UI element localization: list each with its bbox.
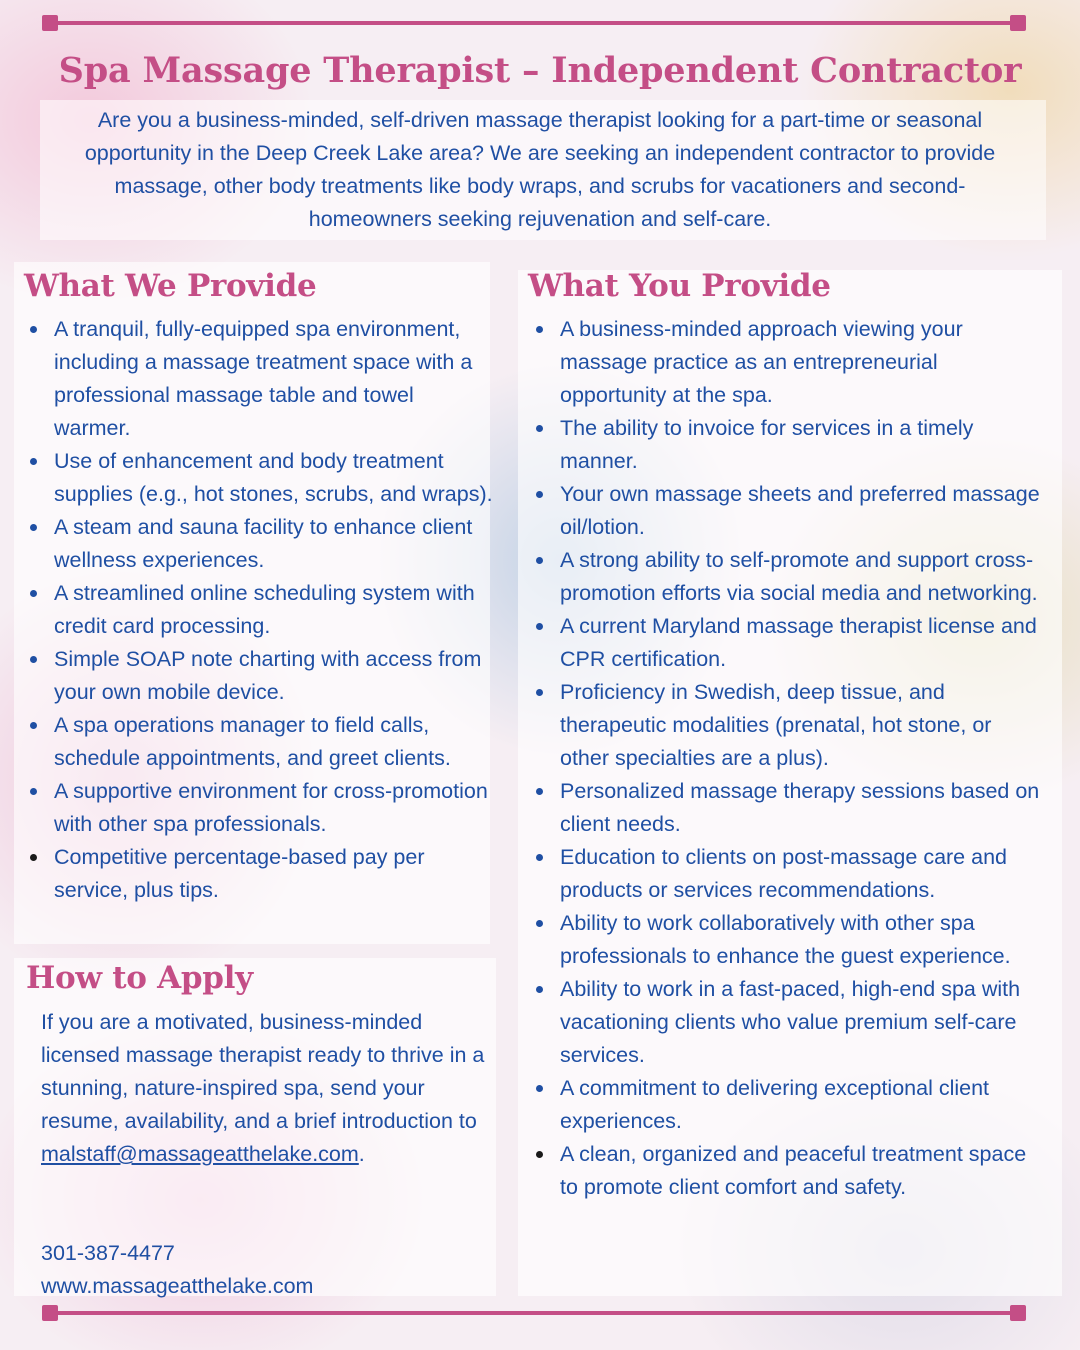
list-item: A strong ability to self-promote and support cross-promotion efforts via social media and networking. (530, 544, 1046, 610)
list-item: Simple SOAP note charting with access from your own mobile device. (24, 643, 494, 709)
list-item: Your own massage sheets and preferred massage oil/lotion. (530, 478, 1046, 544)
how-to-apply-text (41, 1006, 491, 1171)
list-item: A commitment to delivering exceptional client experiences. (530, 1072, 1046, 1138)
website-url: www.massageatthelake.com (41, 1274, 314, 1298)
what-we-provide-list (24, 313, 494, 907)
list-item: Use of enhancement and body treatment supplies (e.g., hot stones, scrubs, and wraps). (24, 445, 494, 511)
top-divider (42, 21, 1026, 25)
list-item: Personalized massage therapy sessions based on client needs. (530, 775, 1046, 841)
apply-instructions: If you are a motivated, business-minded licensed massage therapist ready to thrive in a stunning, nature-inspired spa, send your resume, availability, and a brief introduction to (41, 1010, 485, 1133)
bottom-divider (42, 1311, 1026, 1315)
list-item: Ability to work in a fast-paced, high-end spa with vacationing clients who value premium self-care services. (530, 973, 1046, 1072)
list-item: A supportive environment for cross-promotion with other spa professionals. (24, 775, 494, 841)
list-item: The ability to invoice for services in a timely manner. (530, 412, 1046, 478)
email-suffix: . (358, 1142, 365, 1166)
what-you-provide-list (530, 313, 1046, 1204)
what-we-provide-heading: What We Provide (24, 268, 317, 304)
contact-info (41, 1237, 491, 1303)
what-you-provide-heading: What You Provide (528, 268, 831, 304)
list-item: Ability to work collaboratively with other spa professionals to enhance the guest experience. (530, 907, 1046, 973)
list-item: A current Maryland massage therapist license and CPR certification. (530, 610, 1046, 676)
how-to-apply-heading: How to Apply (26, 960, 253, 996)
list-item: A steam and sauna facility to enhance client wellness experiences. (24, 511, 494, 577)
list-item: A tranquil, fully-equipped spa environment, including a massage treatment space with a professional massage table and towel warmer. (24, 313, 494, 445)
list-item: A streamlined online scheduling system with credit card processing. (24, 577, 494, 643)
list-item: Competitive percentage-based pay per service, plus tips. (24, 841, 494, 907)
list-item: Proficiency in Swedish, deep tissue, and therapeutic modalities (prenatal, hot stone, or other specialties are a plus). (530, 676, 1046, 775)
list-item: A clean, organized and peaceful treatment space to promote client comfort and safety. (530, 1138, 1046, 1204)
list-item: A spa operations manager to field calls, schedule appointments, and greet clients. (24, 709, 494, 775)
intro-paragraph: Are you a business-minded, self-driven massage therapist looking for a part-time or seasonal opportunity in the Deep Creek Lake area? We are seeking an independent contractor to provide massage, other body treatments like body wraps, and scrubs for vacationers and second-homeowners seeking rejuvenation and self-care. (84, 108, 996, 231)
list-item: A business-minded approach viewing your massage practice as an entrepreneurial opportunity at the spa. (530, 313, 1046, 412)
page-title: Spa Massage Therapist – Independent Contractor (58, 50, 1022, 91)
list-item: Education to clients on post-massage care and products or services recommendations. (530, 841, 1046, 907)
email-link[interactable]: malstaff@massageatthelake.com (41, 1142, 359, 1166)
phone-number: 301-387-4477 (41, 1241, 175, 1265)
